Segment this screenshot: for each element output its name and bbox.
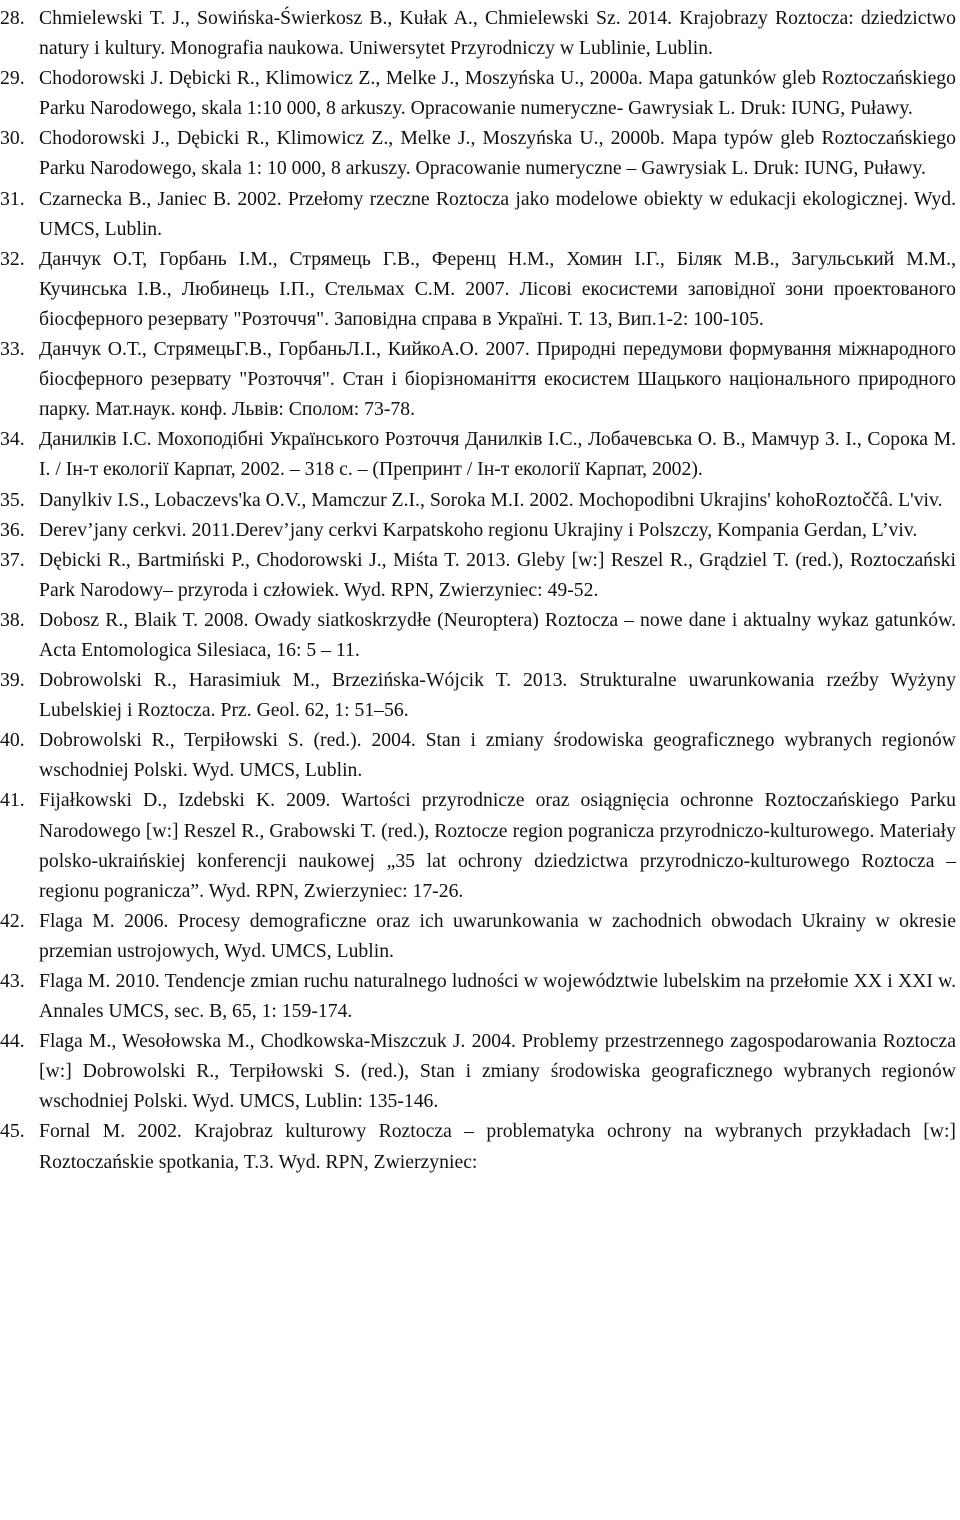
reference-text: Czarnecka B., Janiec B. 2002. Przełomy rzeczne Roztocza jako modelowe obiekty w edukacji ekologicznej. Wyd. UMCS, Lublin. [39, 187, 956, 240]
reference-text: Данчук О.Т., СтрямецьГ.В., ГорбаньЛ.І., КийкоА.О. 2007. Природні передумови формування міжнародного біосферного резервату "Розточчя". Стан і біорізноманіття екосистем Шацького національного природного парку. Мат.наук. конф. Львів: Сполом: 73-78. [39, 338, 956, 421]
reference-entry [0, 665, 956, 725]
reference-text: Chodorowski J. Dębicki R., Klimowicz Z., Melke J., Moszyńska U., 2000a. Mapa gatunków gleb Roztoczańskiego Parku Narodowego, skala 1:10 000, 8 arkuszy. Opracowanie numeryczne- Gawrysiak L. Druk: IUNG, Puławy. [39, 67, 956, 120]
reference-entry [0, 605, 956, 665]
reference-text: Fornal M. 2002. Krajobraz kulturowy Roztocza – problematyka ochrony na wybranych przykładach [w:] Roztoczańskie spotkania, T.3. Wyd. RPN, Zwierzyniec: [39, 1120, 956, 1173]
reference-text: Dobrowolski R., Harasimiuk M., Brzezińska-Wójcik T. 2013. Strukturalne uwarunkowania rzeźby Wyżyny Lubelskiej i Roztocza. Prz. Geol. 62, 1: 51–56. [39, 669, 956, 722]
reference-text: Dobosz R., Blaik T. 2008. Owady siatkoskrzydłe (Neuroptera) Roztocza – nowe dane i aktualny wykaz gatunków. Acta Entomologica Silesiaca, 16: 5 – 11. [39, 608, 956, 661]
reference-text: Dobrowolski R., Terpiłowski S. (red.). 2004. Stan i zmiany środowiska geograficznego wybranych regionów wschodniej Polski. Wyd. UMCS, Lublin. [39, 729, 956, 782]
reference-list [0, 3, 956, 1177]
reference-number: 38. [0, 608, 25, 631]
reference-text: Chmielewski T. J., Sowińska-Świerkosz B., Kułak A., Chmielewski Sz. 2014. Krajobrazy Roztocza: dziedzictwo natury i kultury. Monografia naukowa. Uniwersytet Przyrodniczy w Lublinie, Lublin. [39, 7, 956, 60]
reference-entry [0, 1026, 956, 1116]
reference-text: Данчук О.Т, Горбань І.М., Стрямець Г.В., Ференц Н.М., Хомин І.Г., Біляк М.В., Загульський М.М., Кучинська І.В., Любинець І.П., Стельмах С.М. 2007. Лісові екосистеми заповідної зони проектованого біосферного резервату "Розточчя". Заповідна справа в Україні. Т. 13, Вип.1-2: 100-105. [39, 247, 956, 330]
reference-text: Данилків І.С. Мохоподібні Українського Розточчя Данилків І.С., Лобачевська О. В., Мамчур З. І., Сорока М. І. / Ін-т екології Карпат, 2002. – 318 с. – (Препринт / Ін-т екології Карпат, 2002). [39, 428, 956, 481]
reference-text: Flaga M. 2006. Procesy demograficzne oraz ich uwarunkowania w zachodnich obwodach Ukrainy w okresie przemian ustrojowych, Wyd. UMCS, Lublin. [39, 909, 956, 962]
reference-text: Chodorowski J., Dębicki R., Klimowicz Z., Melke J., Moszyńska U., 2000b. Mapa typów gleb Roztoczańskiego Parku Narodowego, skala 1: 10 000, 8 arkuszy. Opracowanie numeryczne – Gawrysiak L. Druk: IUNG, Puławy. [39, 127, 956, 180]
reference-entry [0, 3, 956, 63]
reference-number: 43. [0, 970, 25, 992]
reference-entry [0, 1116, 956, 1176]
reference-number: 45. [0, 1120, 25, 1143]
reference-entry [0, 123, 956, 183]
reference-text: Danylkiv I.S., Lobaczevs'ka O.V., Mamczur Z.I., Soroka M.I. 2002. Mochopodibni Ukrajins' kohoRoztoččâ. L'viv. [39, 488, 943, 511]
reference-entry [0, 334, 956, 424]
reference-text: Flaga M., Wesołowska M., Chodkowska-Miszczuk J. 2004. Problemy przestrzennego zagospodarowania Roztocza [w:] Dobrowolski R., Terpiłowski S. (red.), Stan i zmiany środowiska geograficznego wybranych regionów wschodniej Polski. Wyd. UMCS, Lublin: 135-146. [39, 1030, 956, 1113]
reference-text: Flaga M. 2010. Tendencje zmian ruchu naturalnego ludności w województwie lubelskim na przełomie XX i XXI w. Annales UMCS, sec. B, 65, 1: 159-174. [39, 970, 956, 1023]
reference-entry [0, 906, 956, 966]
reference-entry [0, 545, 956, 605]
reference-entry [0, 785, 956, 905]
reference-text: Dębicki R., Bartmiński P., Chodorowski J., Miśta T. 2013. Gleby [w:] Reszel R., Grądziel T. (red.), Roztoczański Park Narodowy– przyroda i człowiek. Wyd. RPN, Zwierzyniec: 49-52. [39, 548, 956, 601]
reference-number: 41. [0, 789, 25, 812]
reference-number: 37. [0, 548, 25, 571]
reference-number: 30. [0, 127, 25, 150]
reference-entry [0, 725, 956, 785]
reference-entry [0, 966, 956, 1026]
reference-entry [0, 244, 956, 334]
reference-number: 42. [0, 909, 25, 932]
reference-number: 32. [0, 247, 25, 270]
reference-number: 40. [0, 729, 25, 752]
reference-entry [0, 485, 956, 515]
reference-number: 39. [0, 669, 25, 692]
reference-text: Fijałkowski D., Izdebski K. 2009. Wartości przyrodnicze oraz osiągnięcia ochronne Roztoczańskiego Parku Narodowego [w:] Reszel R., Grabowski T. (red.), Roztocze region pogranicza przyrodniczo-kulturowego. Materiały polsko-ukraińskiej konferencji naukowej „35 lat ochrony dziedzictwa przyrodniczo-kulturowego Roztocza – regionu pogranicza”. Wyd. RPN, Zwierzyniec: 17-26. [39, 789, 956, 902]
reference-entry [0, 424, 956, 484]
reference-number: 29. [0, 67, 25, 90]
reference-entry [0, 515, 956, 545]
reference-number: 35. [0, 488, 25, 511]
reference-entry [0, 184, 956, 244]
reference-number: 33. [0, 338, 25, 361]
reference-number: 28. [0, 7, 25, 29]
reference-number: 34. [0, 428, 25, 451]
reference-entry [0, 63, 956, 123]
reference-number: 44. [0, 1030, 25, 1053]
reference-text: Derev’jany cerkvi. 2011.Derev’jany cerkvi Karpatskoho regionu Ukrajiny i Polszczy, Kompania Gerdan, L’viv. [39, 518, 918, 541]
reference-number: 31. [0, 187, 25, 210]
reference-number: 36. [0, 518, 25, 541]
